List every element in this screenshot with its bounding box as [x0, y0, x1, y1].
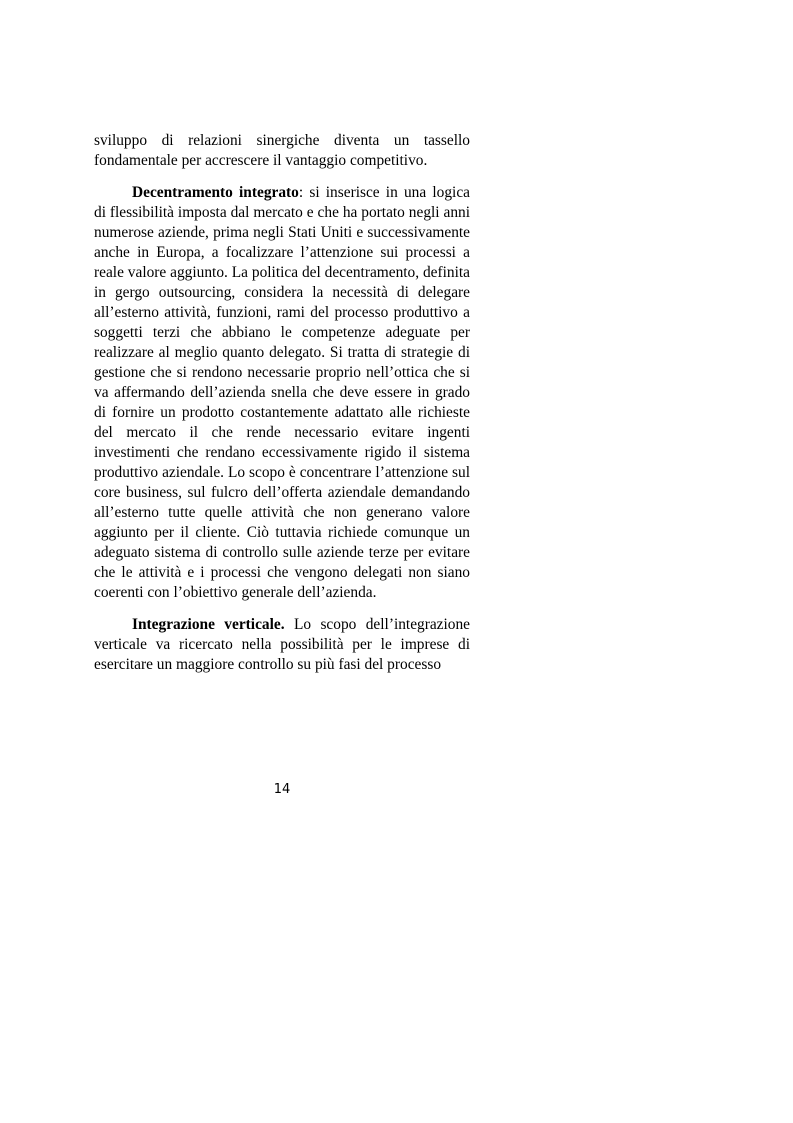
paragraph-integrazione-verticale — [94, 615, 470, 675]
paragraph-decentramento-integrato — [94, 183, 470, 603]
paragraph-heading: Integrazione verticale. — [132, 616, 285, 633]
page-body-text — [94, 131, 470, 675]
paragraph-text: sviluppo di relazioni sinergiche diventa un tassello fondamentale per accrescere il vantaggio competitivo. — [94, 132, 470, 169]
paragraph-text: Lo scopo dell’integrazione verticale va ricercato nella possibilità per le imprese di esercitare un maggiore controllo su più fasi del processo — [94, 616, 470, 673]
page-number: 14 — [273, 782, 291, 797]
paragraph-text: : si inserisce in una logica di flessibilità imposta dal mercato e che ha portato negli anni numerose aziende, prima negli Stati Uniti e successivamente anche in Europa, a focalizzare l’attenzione sui processi a reale valore aggiunto. La politica del decentramento, definita in gergo outsourcing, considera la necessità di delegare all’esterno attività, funzioni, rami del processo produttivo a soggetti terzi che abbiano le competenze adeguate per realizzare al meglio quanto delegato. Si tratta di strategie di gestione che si rendono necessarie proprio nell’ottica che si va affermando dell’azienda snella che deve essere in grado di fornire un prodotto costantemente adattato alle richieste del mercato il che rende necessario evitare ingenti investimenti che rendano eccessivamente rigido il sistema produttivo aziendale. Lo scopo è concentrare l’attenzione sul core business, sul fulcro dell’offerta aziendale demandando all’esterno tutte quelle attività che non generano valore aggiunto per il cliente. Ciò tuttavia richiede comunque un adeguato sistema di controllo sulle aziende terze per evitare che le attività e i processi che vengono delegati non siano coerenti con l’obiettivo generale dell’azienda. — [94, 184, 470, 601]
paragraph-continuation — [94, 131, 470, 171]
paragraph-heading: Decentramento integrato — [132, 184, 299, 201]
